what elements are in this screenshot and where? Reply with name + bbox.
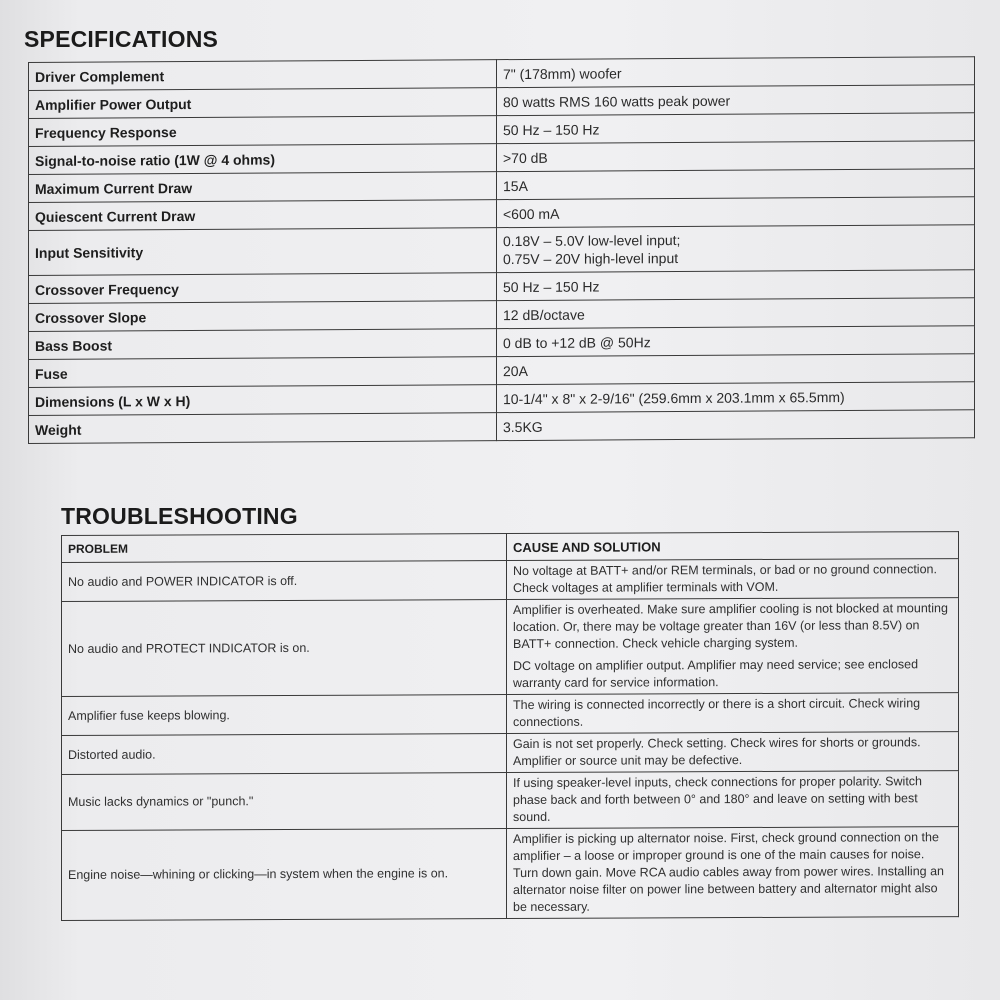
troubleshooting-row bbox=[62, 732, 959, 775]
spec-value-line: 7" (178mm) woofer bbox=[503, 64, 622, 82]
spec-value bbox=[497, 225, 975, 273]
solution-paragraph: DC voltage on amplifier output. Amplifier may need service; see enclosed warranty card for service information. bbox=[513, 657, 919, 691]
solution-paragraph: Gain is not set properly. Check setting. Check wires for shorts or grounds. Amplifier or source unit may be defective. bbox=[513, 735, 921, 769]
table-header-row bbox=[62, 532, 959, 563]
solution-cell bbox=[507, 771, 959, 829]
solution-cell bbox=[507, 693, 959, 734]
solution-paragraph: The wiring is connected incorrectly or there is a short circuit. Check wiring connections. bbox=[513, 696, 921, 730]
solution-paragraph: No voltage at BATT+ and/or REM terminals, or bad or no ground connection. Check voltages at amplifier terminals with VOM. bbox=[513, 562, 937, 596]
solution-cell bbox=[507, 598, 959, 695]
spec-value bbox=[497, 326, 975, 357]
troubleshooting-heading: TROUBLESHOOTING bbox=[61, 503, 298, 529]
spec-value bbox=[497, 270, 975, 301]
solution-paragraph: Amplifier is picking up alternator noise. First, check ground connection on the amplifier – a loose or improper ground is one of the main causes for noise. Turn down gain. Move RCA audio cables away from power wires. Installing an alternator noise filter on power line between battery and alternator might also be necessary. bbox=[513, 830, 944, 915]
problem-cell: Amplifier fuse keeps blowing. bbox=[62, 695, 507, 736]
spec-row bbox=[29, 410, 975, 444]
spec-value bbox=[497, 113, 975, 144]
solution-cell bbox=[507, 827, 959, 919]
problem-cell: No audio and PROTECT INDICATOR is on. bbox=[62, 600, 507, 697]
spec-label: Amplifier Power Output bbox=[29, 88, 497, 119]
troubleshooting-row bbox=[62, 598, 959, 697]
spec-value-line: 20A bbox=[503, 362, 528, 379]
spec-value bbox=[497, 382, 975, 413]
troubleshooting-row bbox=[62, 559, 959, 602]
spec-label: Input Sensitivity bbox=[29, 228, 497, 276]
solution-cell bbox=[507, 559, 959, 600]
spec-label: Fuse bbox=[29, 357, 497, 388]
spec-value-line: 0.75V – 20V high-level input bbox=[503, 250, 679, 268]
problem-cell: No audio and POWER INDICATOR is off. bbox=[62, 561, 507, 602]
solution-column-header: CAUSE AND SOLUTION bbox=[507, 532, 959, 561]
spec-value-line: 10-1/4" x 8" x 2-9/16" (259.6mm x 203.1mm x 65.5mm) bbox=[503, 388, 845, 407]
spec-value-line: >70 dB bbox=[503, 149, 548, 166]
spec-label: Crossover Slope bbox=[29, 301, 497, 332]
troubleshooting-table bbox=[61, 531, 959, 921]
spec-value bbox=[497, 169, 975, 200]
spec-value-line: <600 mA bbox=[503, 205, 560, 222]
specifications-table bbox=[28, 56, 975, 444]
spec-label: Bass Boost bbox=[29, 329, 497, 360]
troubleshooting-row bbox=[62, 827, 959, 921]
spec-value bbox=[497, 354, 975, 385]
spec-value bbox=[497, 298, 975, 329]
spec-value-line: 12 dB/octave bbox=[503, 306, 585, 323]
problem-column-header: PROBLEM bbox=[62, 534, 507, 563]
spec-value-line: 0.18V – 5.0V low-level input; bbox=[503, 232, 681, 250]
spec-value bbox=[497, 197, 975, 228]
spec-label: Dimensions (L x W x H) bbox=[29, 385, 497, 416]
troubleshooting-row bbox=[62, 771, 959, 831]
spec-value-line: 80 watts RMS 160 watts peak power bbox=[503, 92, 731, 110]
spec-value bbox=[497, 85, 975, 116]
spec-label: Frequency Response bbox=[29, 116, 497, 147]
spec-value-line: 15A bbox=[503, 177, 528, 194]
solution-paragraph: Amplifier is overheated. Make sure amplifier cooling is not blocked at mounting location. Or, there may be voltage greater than 16V (or less than 8.5V) on BATT+ connection. Check vehicle charging system. bbox=[513, 601, 948, 652]
solution-paragraph: If using speaker-level inputs, check connections for proper polarity. Switch phase back and forth between 0° and 180° and leave on setting with best sound. bbox=[513, 774, 922, 825]
spec-value-line: 50 Hz – 150 Hz bbox=[503, 278, 600, 295]
specifications-heading: SPECIFICATIONS bbox=[24, 26, 219, 52]
spec-value bbox=[497, 141, 975, 172]
problem-cell: Music lacks dynamics or "punch." bbox=[62, 773, 507, 831]
troubleshooting-row bbox=[62, 693, 959, 736]
spec-value bbox=[497, 57, 975, 88]
spec-value bbox=[497, 410, 975, 441]
solution-cell bbox=[507, 732, 959, 773]
spec-value-line: 0 dB to +12 dB @ 50Hz bbox=[503, 333, 651, 351]
spec-label: Weight bbox=[29, 413, 497, 444]
spec-label: Quiescent Current Draw bbox=[29, 200, 497, 231]
spec-row bbox=[29, 225, 975, 276]
problem-cell: Distorted audio. bbox=[62, 734, 507, 775]
spec-label: Crossover Frequency bbox=[29, 273, 497, 304]
spec-label: Signal-to-noise ratio (1W @ 4 ohms) bbox=[29, 144, 497, 175]
spec-label: Maximum Current Draw bbox=[29, 172, 497, 203]
spec-value-line: 3.5KG bbox=[503, 418, 543, 435]
spec-label: Driver Complement bbox=[29, 60, 497, 91]
problem-cell: Engine noise—whining or clicking—in system when the engine is on. bbox=[62, 829, 507, 921]
spec-value-line: 50 Hz – 150 Hz bbox=[503, 121, 600, 138]
